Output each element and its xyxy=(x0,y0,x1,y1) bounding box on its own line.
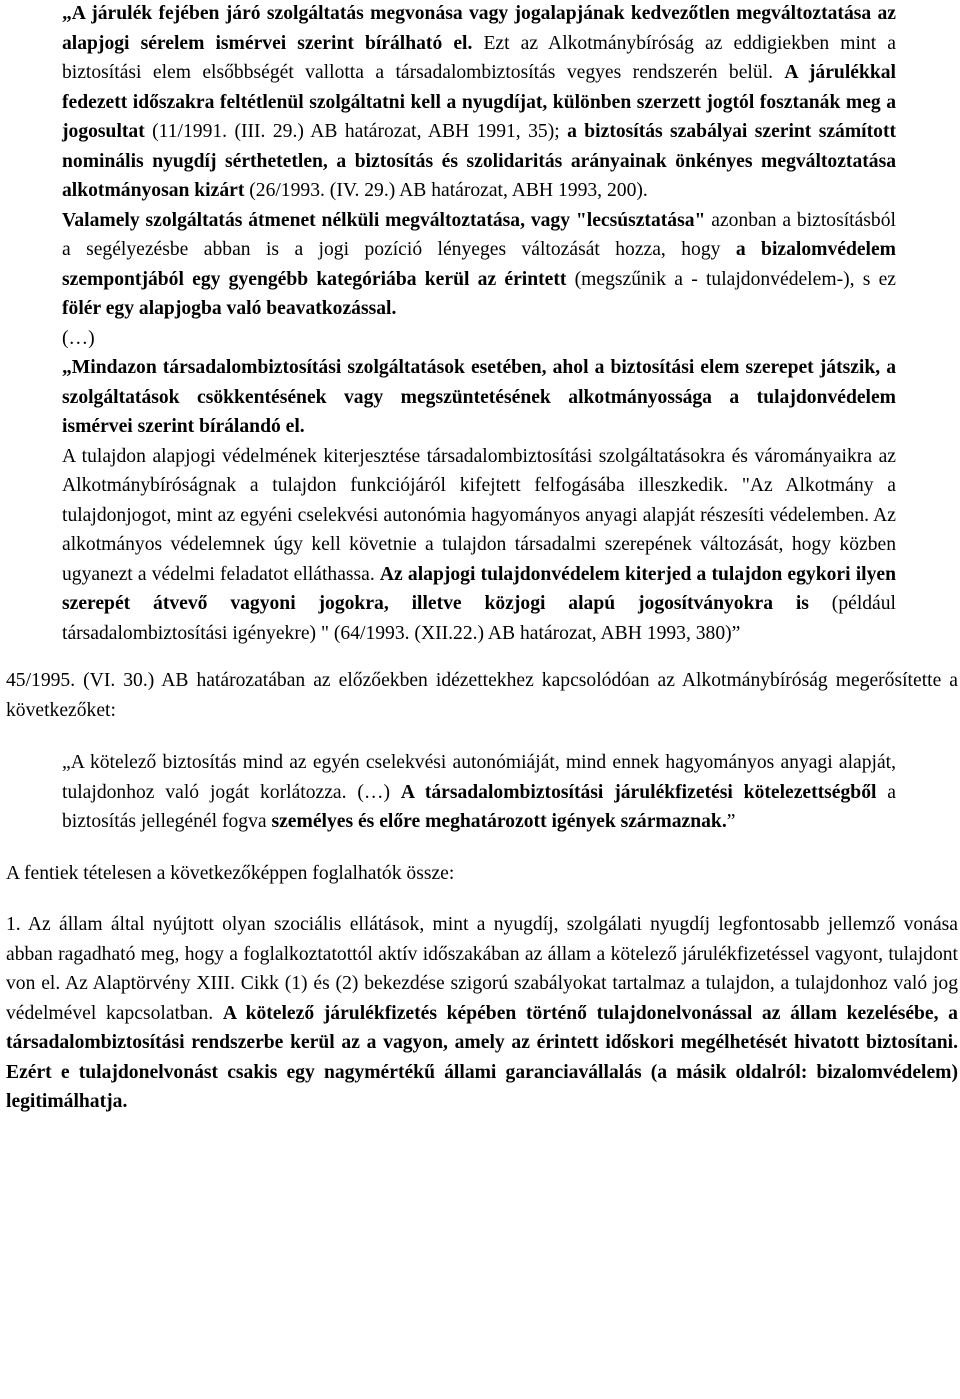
text-run: (például társadalombiztosítási igényekre) " (64/1993. (XII.22.) AB határozat, ABH 1993, 380)” xyxy=(62,593,896,644)
text-run: ” xyxy=(726,811,736,832)
bold-text-run: Valamely szolgáltatás átmenet nélküli megváltoztatása, vagy "lecsúsztatása" xyxy=(62,209,706,231)
quote-1-paragraph-4 xyxy=(0,442,960,649)
body-paragraph-point-1 xyxy=(0,910,960,1117)
text-run: (…) xyxy=(62,327,95,349)
quote-1-paragraph-1 xyxy=(0,0,960,206)
quote-1-paragraph-3 xyxy=(0,353,960,442)
bold-text-run: „Mindazon társadalombiztosítási szolgáltatások esetében, ahol a biztosítási elem szerepet játszik, a szolgáltatások csökkentésének vagy megszüntetésének alkotmányossága a tulajdonvédelem ismérvei szerint bírálandó el. xyxy=(62,357,896,437)
text-run: a biztosítás jellegénél fogva xyxy=(62,781,896,832)
body-paragraph-summary-heading xyxy=(0,859,960,889)
quote-1-paragraph-2 xyxy=(0,206,960,324)
text-run: Ezt az Alkotmánybíróság az eddigiekben mint a biztosítási elem elsőbbségét vallotta a társadalombiztosítás vegyes rendszerén belül. xyxy=(62,32,896,83)
text-run: (26/1993. (IV. 29.) AB határozat, ABH 1993, 200). xyxy=(244,180,648,201)
text-run: „A kötelező biztosítás mind az egyén cselekvési autonómiáját, mind ennek hagyományos anyagi alapját, tulajdonhoz való jogát korlátozza. (…) xyxy=(62,752,896,803)
text-run: A fentiek tételesen a következőképpen foglalhatók össze: xyxy=(6,862,455,884)
text-run: azonban a biztosításból a segélyezésbe abban is a jogi pozíció lényeges változását hozza, hogy xyxy=(62,209,896,260)
text-run: 1. Az állam által nyújtott olyan szociális ellátások, mint a nyugdíj, szolgálati nyugdíj legfontosabb jellemző vonása abban ragadható meg, hogy a foglalkoztatottól aktív időszakában az állam a kötelező járulékfizetéssel vagyont, tulajdont von el. Az Alaptörvény XIII. Cikk (1) és (2) bekezdése szigorú szabályokat tartalmaz a tulajdon, a tulajdonhoz való jog védelmével kapcsolatban. xyxy=(6,914,958,1024)
bold-text-run: a bizalomvédelem szempontjából egy gyengébb kategóriába kerül az érintett xyxy=(62,239,896,290)
bold-text-run: a biztosítás szabályai szerint számított nominális nyugdíj sérthetetlen, a biztosítás és szolidaritás arányainak önkényes megváltoztatása alkotmányosan kizárt xyxy=(62,121,896,201)
bold-text-run: A társadalombiztosítási járulékfizetési kötelezettségből xyxy=(400,781,877,803)
text-run: (megszűnik a - tulajdonvédelem-), s ez xyxy=(566,268,897,290)
text-run: 45/1995. (VI. 30.) AB határozatában az előzőekben idézettekhez kapcsolódóan az Alkotmánybíróság megerősítette a következőket: xyxy=(6,670,958,721)
bold-text-run: „A járulék fejében járó szolgáltatás megvonása vagy jogalapjának kedvezőtlen megváltoztatása az alapjogi sérelem ismérvei szerint bírálható el. xyxy=(62,3,896,54)
bold-text-run: A járulékkal fedezett időszakra feltétlenül szolgáltatni kell a nyugdíjat, különben szerzett jogtól fosztanák meg a jogosultat xyxy=(62,62,896,142)
bold-text-run: fölér egy alapjogba való beavatkozással. xyxy=(62,298,397,319)
text-run: A tulajdon alapjogi védelmének kiterjesztése társadalombiztosítási szolgáltatásokra és várományaikra az Alkotmánybíróságnak a tulajdon funkciójáról kifejtett felfogásába illeszkedik. "Az Alkotmány a tulajdonjogot, mint az egyéni cselekvési autonómia hagyományos anyagi alapját részesíti védelemben. Az alkotmányos védelemnek úgy kell követnie a tulajdon társadalmi szerepének változását, hogy közben ugyanezt a védelmi feladatot elláthassa. xyxy=(62,445,896,585)
bold-text-run: személyes és előre meghatározott igények származnak. xyxy=(271,811,727,832)
bold-text-run: A kötelező járulékfizetés képében történő tulajdonelvonással az állam kezelésébe, a társadalombiztosítási rendszerbe kerül az a vagyon, amely az érintett időskori megélhetését hivatott biztosítani. Ezért e tulajdonelvonást csakis egy nagymértékű állami garanciavállalás (a másik oldalról: bizalomvédelem) legitimálhatja. xyxy=(6,1002,958,1112)
quote-2-paragraph xyxy=(0,748,960,837)
bold-text-run: Az alapjogi tulajdonvédelem kiterjed a tulajdon egykori ilyen szerepét átvevő vagyoni jogokra, illetve közjogi alapú jogosítványokra is xyxy=(62,563,896,614)
text-run: (11/1991. (III. 29.) AB határozat, ABH 1991, 35); xyxy=(144,121,568,142)
body-paragraph-intro xyxy=(0,666,960,725)
quote-1-ellipsis xyxy=(0,324,960,354)
